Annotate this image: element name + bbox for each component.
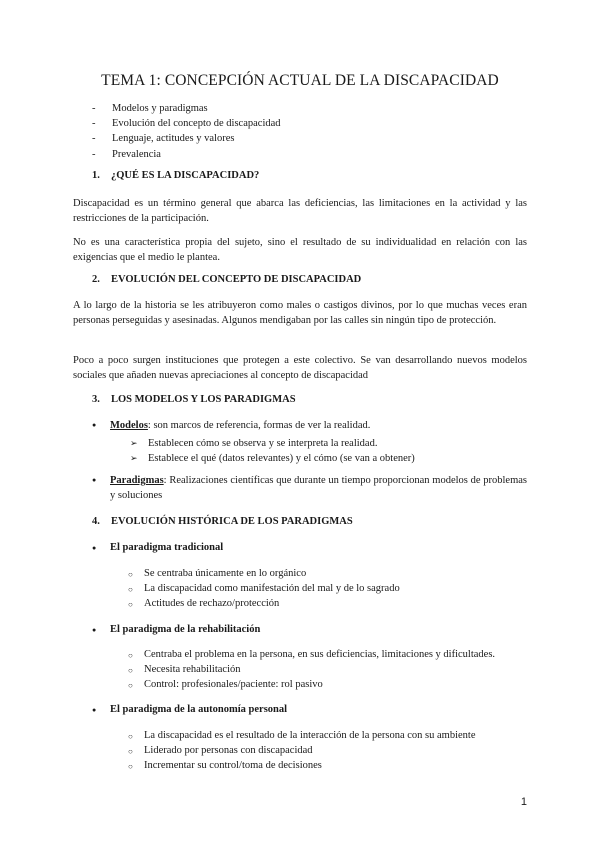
section-title: EVOLUCIÓN HISTÓRICA DE LOS PARADIGMAS <box>111 516 353 527</box>
list-item: - Modelos y paradigmas <box>92 101 281 116</box>
list-item: ○ Centraba el problema en la persona, en sus deficiencias, limitaciones y dificultades. <box>128 647 495 662</box>
term-modelos: Modelos <box>110 420 148 431</box>
section-number: 3. <box>92 394 100 405</box>
list-item: ○ La discapacidad es el resultado de la interacción de la persona con su ambiente <box>128 728 475 743</box>
section-number: 4. <box>92 516 100 527</box>
list-item: ➢ Establecen cómo se observa y se interpreta la realidad. <box>130 436 415 451</box>
contents-list <box>92 101 281 162</box>
definition: : son marcos de referencia, formas de ver la realidad. <box>147 420 371 431</box>
section-number: 1. <box>92 170 100 181</box>
section-heading-1 <box>92 170 259 181</box>
list-item: - Prevalencia <box>92 147 281 162</box>
document-title: TEMA 1: CONCEPCIÓN ACTUAL DE LA DISCAPACIDAD <box>101 72 499 89</box>
paradigm-heading: ● El paradigma tradicional <box>92 542 223 553</box>
section-title: ¿QUÉ ES LA DISCAPACIDAD? <box>111 170 260 181</box>
list-item: ○ Incrementar su control/toma de decisiones <box>128 758 475 773</box>
section-heading-3 <box>92 394 296 405</box>
paradigm-items <box>128 566 400 612</box>
bullet-paradigmas <box>92 473 527 504</box>
list-item: ○ Liderado por personas con discapacidad <box>128 743 475 758</box>
paradigm-items <box>128 647 495 693</box>
list-item: ○ Actitudes de rechazo/protección <box>128 596 400 611</box>
paragraph: No es una característica propia del sujeto, sino el resultado de su individualidad en relación con las exigencias que el medio le plantea. <box>73 237 527 264</box>
list-item: ○ Control: profesionales/paciente: rol pasivo <box>128 677 495 692</box>
list-item: - Evolución del concepto de discapacidad <box>92 116 281 131</box>
bullet-modelos <box>92 418 527 433</box>
paradigm-heading: ● El paradigma de la rehabilitación <box>92 624 260 635</box>
paragraph: Poco a poco surgen instituciones que protegen a este colectivo. Se van desarrollando nuevos modelos sociales que añaden nuevas apreciaciones al concepto de discapacidad <box>73 355 527 382</box>
page-number: 1 <box>520 796 527 808</box>
section-number: 2. <box>92 274 100 285</box>
paradigm-items <box>128 728 475 774</box>
section-heading-4 <box>92 516 353 527</box>
paragraph: A lo largo de la historia se les atribuyeron como males o castigos divinos, por lo que muchas veces eran personas perseguidas y asesinadas. Algunos mendigaban por las calles sin ningún tipo de protección. <box>73 300 527 327</box>
list-item: - Lenguaje, actitudes y valores <box>92 131 281 146</box>
section-title: LOS MODELOS Y LOS PARADIGMAS <box>111 394 296 405</box>
term-paradigmas: Paradigmas <box>110 475 164 486</box>
modelos-sublist <box>130 436 415 466</box>
paragraph: Discapacidad es un término general que abarca las deficiencias, las limitaciones en la actividad y las restricciones de la participación. <box>73 198 527 225</box>
list-item: ○ Necesita rehabilitación <box>128 662 495 677</box>
list-item: ○ La discapacidad como manifestación del mal y de lo sagrado <box>128 581 400 596</box>
definition: : Realizaciones científicas que durante un tiempo proporcionan modelos de problemas y soluciones <box>110 475 527 502</box>
paradigm-heading: ● El paradigma de la autonomía personal <box>92 704 287 715</box>
section-heading-2 <box>92 274 361 285</box>
section-title: EVOLUCIÓN DEL CONCEPTO DE DISCAPACIDAD <box>111 274 362 285</box>
list-item: ➢ Establece el qué (datos relevantes) y el cómo (se van a obtener) <box>130 451 415 466</box>
list-item: ○ Se centraba únicamente en lo orgánico <box>128 566 400 581</box>
